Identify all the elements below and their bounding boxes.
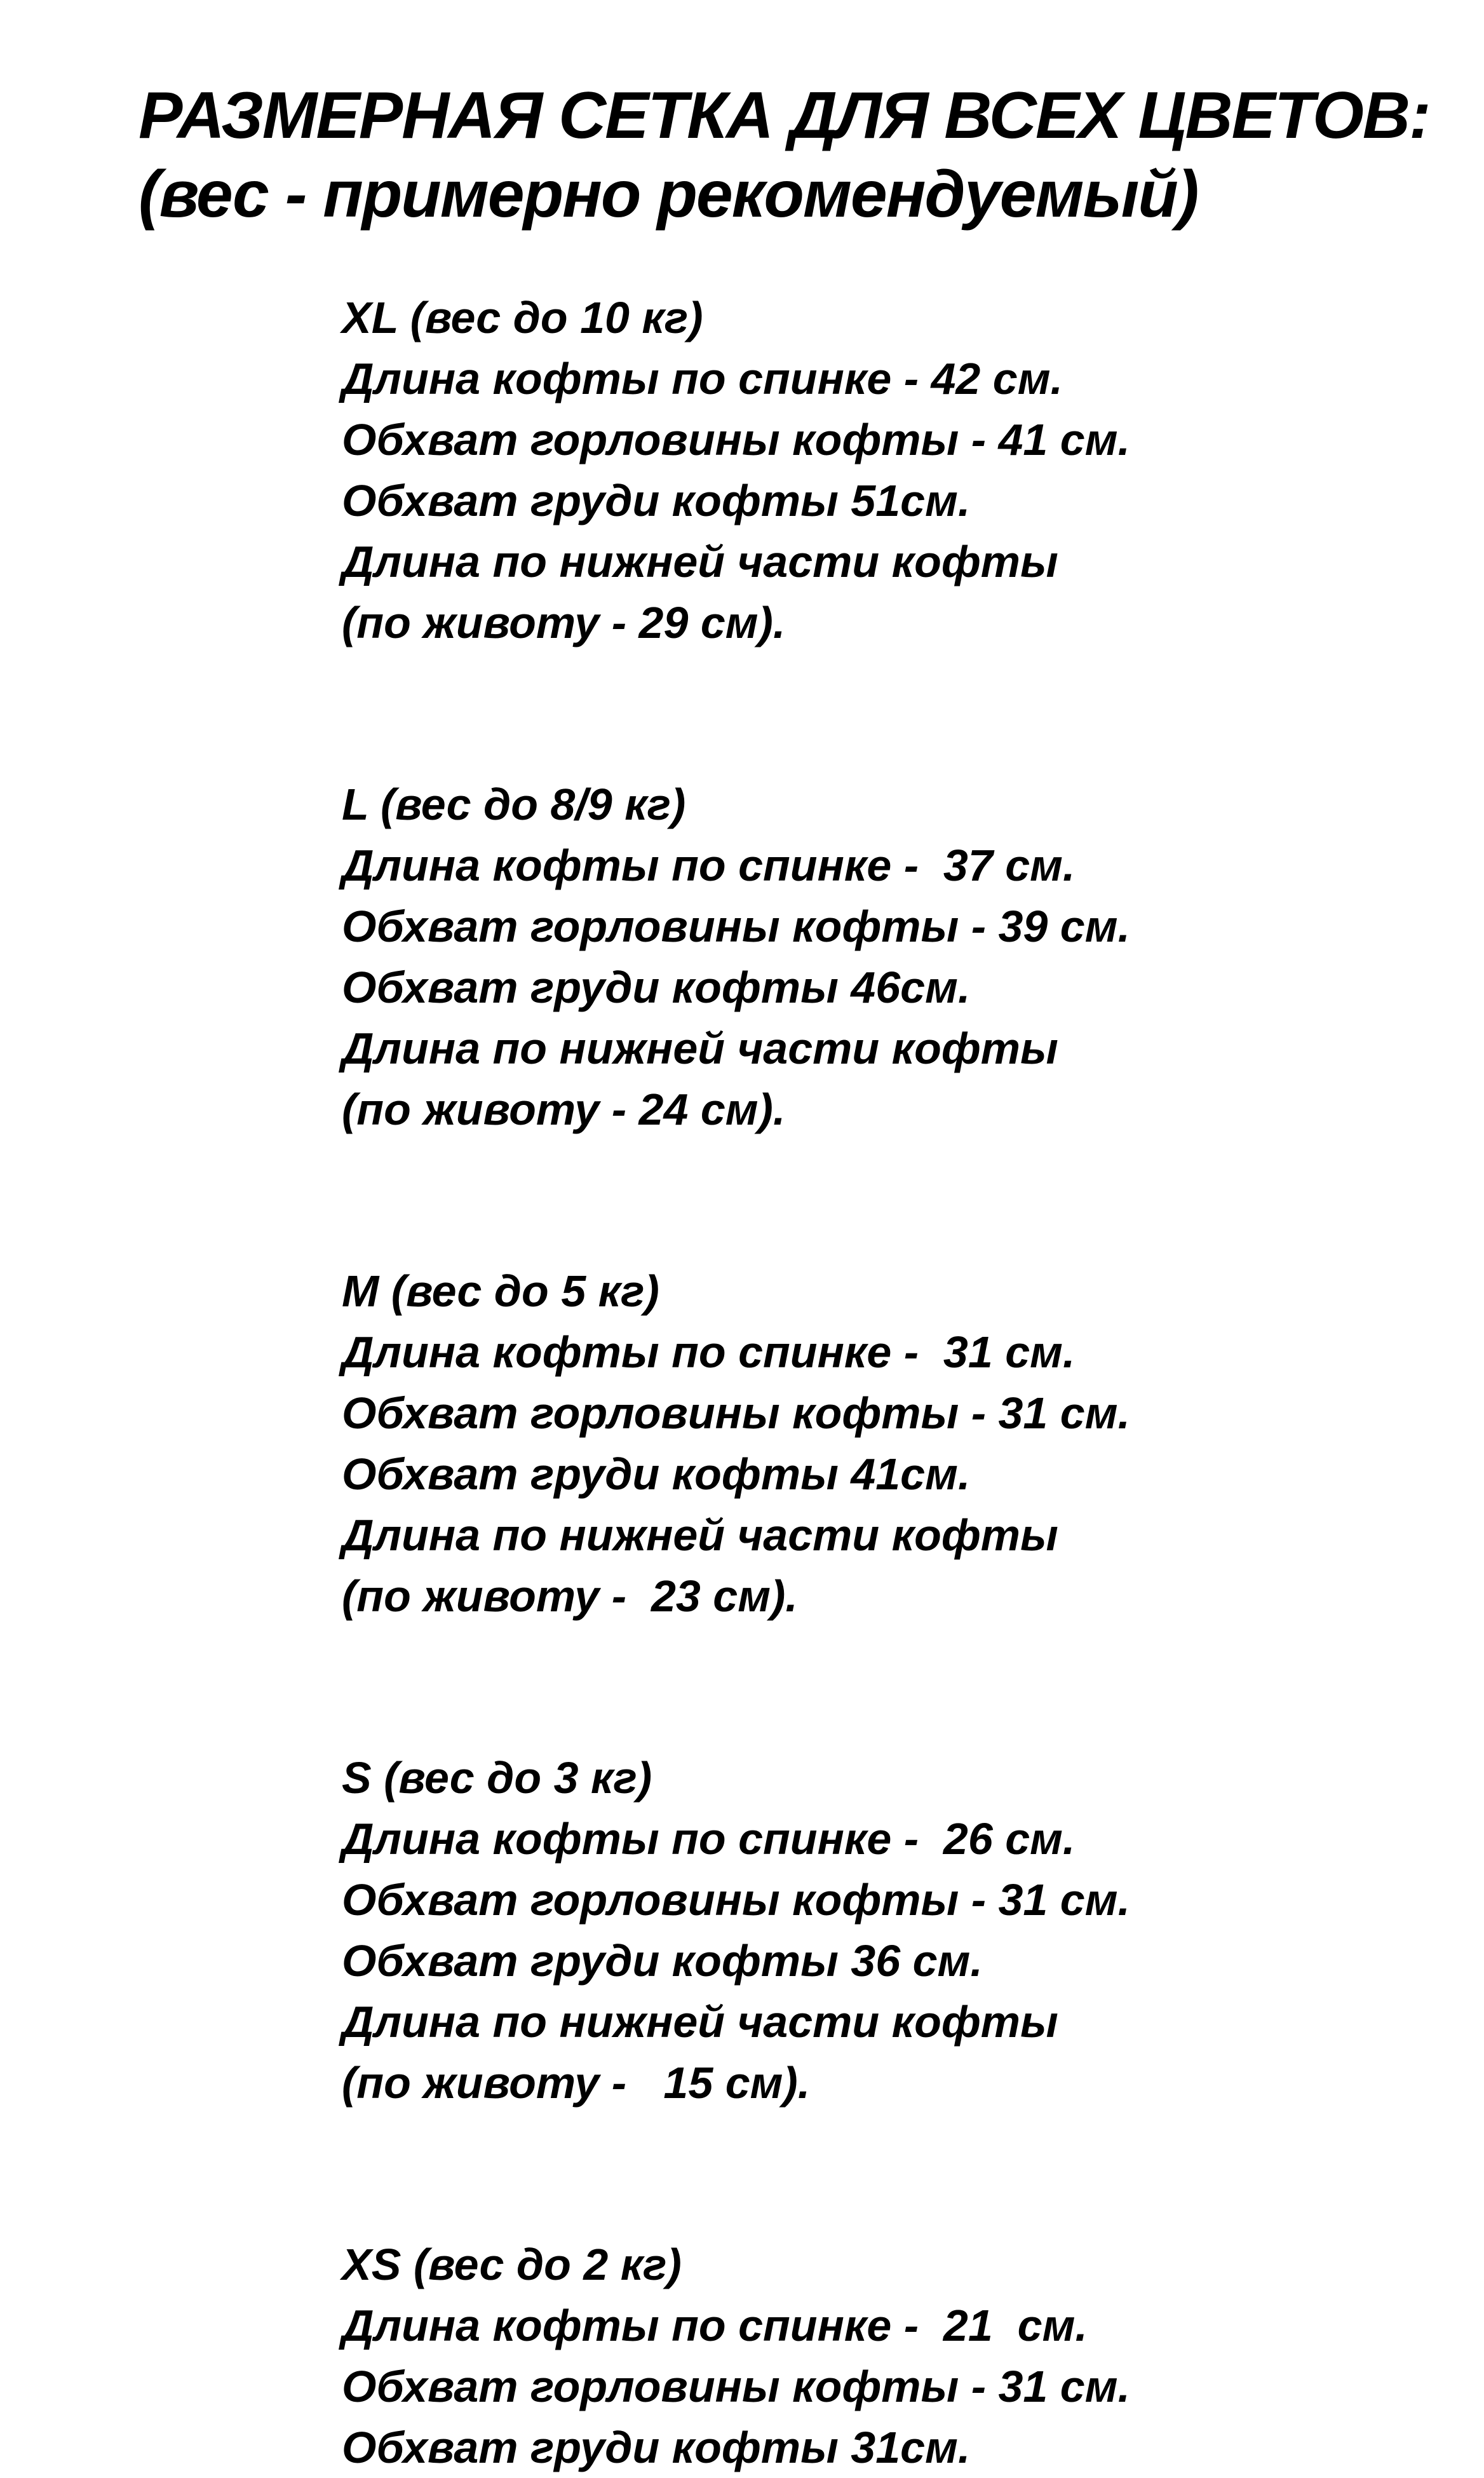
back-length: Длина кофты по спинке - 37 см. (342, 841, 1076, 890)
neck-girth: Обхват горловины кофты - 31 см. (342, 1388, 1130, 1438)
belly-length-value: (по животу - 23 см). (342, 1571, 798, 1621)
belly-length-value: (по животу - 15 см). (342, 2058, 811, 2108)
page-subtitle: (вес - примерно рекомендуемый) (138, 158, 1198, 231)
size-heading: S (вес до 3 кг) (342, 1753, 652, 1803)
chest-girth: Обхват груди кофты 36 см. (342, 1936, 983, 1986)
size-block-s (342, 1747, 1473, 2113)
page-title: РАЗМЕРНАЯ СЕТКА ДЛЯ ВСЕХ ЦВЕТОВ: (138, 79, 1430, 152)
size-block-xs (342, 2234, 1473, 2478)
neck-girth: Обхват горловины кофты - 31 см. (342, 1875, 1130, 1925)
header (138, 76, 1473, 234)
size-list (342, 287, 1473, 2478)
back-length: Длина кофты по спинке - 21 см. (342, 2301, 1088, 2350)
size-heading: L (вес до 8/9 кг) (342, 780, 686, 829)
size-block-m (342, 1261, 1473, 1627)
belly-length-label: Длина по нижней части кофты (342, 1510, 1058, 1560)
size-block-l (342, 774, 1473, 1140)
size-heading: XS (вес до 2 кг) (342, 2240, 682, 2289)
size-block-xl (342, 287, 1473, 653)
belly-length-value: (по животу - 29 см). (342, 598, 786, 647)
back-length: Длина кофты по спинке - 42 см. (342, 354, 1063, 403)
belly-length-value: (по животу - 24 см). (342, 1085, 786, 1134)
size-heading: XL (вес до 10 кг) (342, 293, 703, 342)
size-heading: M (вес до 5 кг) (342, 1266, 659, 1316)
back-length: Длина кофты по спинке - 31 см. (342, 1327, 1076, 1377)
back-length: Длина кофты по спинке - 26 см. (342, 1814, 1076, 1864)
chest-girth: Обхват груди кофты 41см. (342, 1449, 971, 1499)
chest-girth: Обхват груди кофты 51см. (342, 476, 971, 525)
chest-girth: Обхват груди кофты 31см. (342, 2423, 971, 2472)
belly-length-label: Длина по нижней части кофты (342, 1024, 1058, 1073)
belly-length-label: Длина по нижней части кофты (342, 1997, 1058, 2047)
neck-girth: Обхват горловины кофты - 39 см. (342, 902, 1130, 951)
neck-girth: Обхват горловины кофты - 31 см. (342, 2362, 1130, 2411)
neck-girth: Обхват горловины кофты - 41 см. (342, 415, 1130, 464)
chest-girth: Обхват груди кофты 46см. (342, 963, 971, 1012)
belly-length-label: Длина по нижней части кофты (342, 537, 1058, 586)
